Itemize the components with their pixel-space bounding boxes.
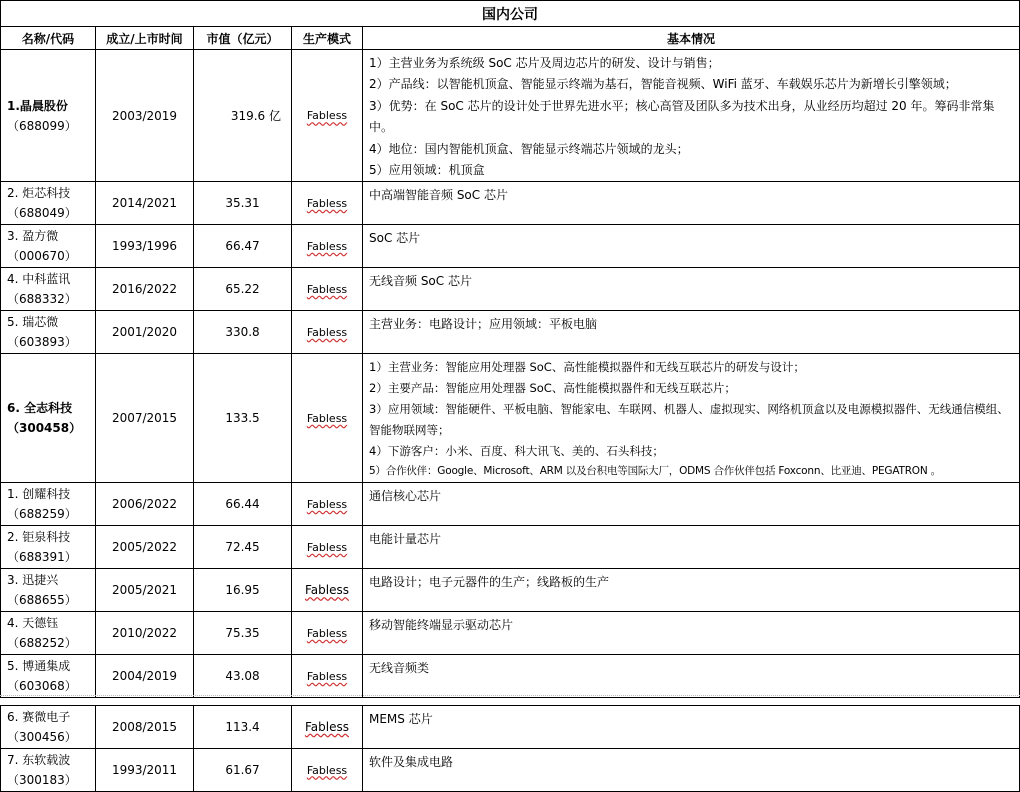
founded-listed: 2006/2022 [96, 483, 194, 526]
founded-listed: 2001/2020 [96, 311, 194, 354]
basic-info [363, 749, 1020, 792]
founded-listed: 2004/2019 [96, 655, 194, 698]
header-row [1, 27, 1020, 50]
company-name: 1.晶晨股份 [7, 98, 68, 113]
table-row [1, 706, 1020, 749]
company-name: 2. 炬芯科技 [7, 186, 71, 201]
company-name: 6. 全志科技 [7, 401, 73, 416]
production-mode: Fabless [306, 325, 348, 339]
production-mode-cell [292, 749, 363, 792]
market-cap: 113.4 [194, 706, 292, 749]
company-name-cell [1, 612, 96, 655]
company-name-cell [1, 50, 96, 182]
table-row [1, 182, 1020, 225]
production-mode-cell [292, 268, 363, 311]
market-cap: 319.6 亿 [194, 50, 292, 182]
company-code: （688391） [7, 550, 77, 565]
market-cap: 35.31 [194, 182, 292, 225]
info-line: 5）合作伙伴：Google、Microsoft、ARM 以及台积电等国际大厂，ODMS 合作伙伴包括 Foxconn、比亚迪、PEGATRON 。 [369, 465, 941, 478]
info-line: 3）优势：在 SoC 芯片的设计处于世界先进水平；核心高管及团队多为技术出身，从业经历均超过 20 年。筹码非常集中。 [369, 98, 995, 135]
company-name: 1. 创耀科技 [7, 487, 71, 502]
table-row [1, 311, 1020, 354]
production-mode: Fabless [306, 109, 348, 123]
company-name-cell [1, 182, 96, 225]
market-cap: 43.08 [194, 655, 292, 698]
production-mode: Fabless [305, 720, 349, 734]
production-mode: Fabless [306, 540, 348, 554]
founded-listed: 2005/2021 [96, 569, 194, 612]
info-line: 1）主营业务：智能应用处理器 SoC、高性能模拟器件和无线互联芯片的研发与设计； [369, 360, 805, 375]
market-cap: 75.35 [194, 612, 292, 655]
header-basic-info: 基本情况 [363, 27, 1020, 50]
info-line: 电路设计；电子元器件的生产；线路板的生产 [369, 575, 610, 590]
info-line: 4）地位：国内智能机顶盒、智能显示终端芯片领域的龙头； [369, 141, 689, 156]
header-production-mode: 生产模式 [292, 27, 363, 50]
info-line: 5）应用领域：机顶盒 [369, 163, 485, 178]
info-line: 1）主营业务为系统级 SoC 芯片及周边芯片的研发、设计与销售； [369, 56, 720, 70]
basic-info [363, 225, 1020, 268]
company-code: （300458） [7, 421, 82, 436]
info-line: 无线音频 SoC 芯片 [369, 274, 472, 289]
company-code: （688655） [7, 593, 77, 608]
company-code: （603068） [7, 679, 77, 694]
company-name-cell [1, 706, 96, 749]
page-break [0, 686, 1020, 703]
info-line: 主营业务：电路设计；应用领域：平板电脑 [369, 317, 598, 332]
founded-listed: 2008/2015 [96, 706, 194, 749]
production-mode-cell [292, 311, 363, 354]
company-name: 2. 钜泉科技 [7, 530, 71, 545]
market-cap: 330.8 [194, 311, 292, 354]
company-name: 4. 中科蓝讯 [7, 272, 71, 287]
info-line: SoC 芯片 [369, 231, 421, 246]
production-mode: Fabless [306, 669, 348, 683]
basic-info [363, 569, 1020, 612]
info-line: 4）下游客户：小米、百度、科大讯飞、美的、石头科技； [369, 443, 664, 458]
production-mode: Fabless [306, 411, 348, 425]
company-code: （688259） [7, 507, 77, 522]
founded-listed: 2003/2019 [96, 50, 194, 182]
company-name-cell [1, 483, 96, 526]
table-row [1, 354, 1020, 483]
production-mode-cell [292, 612, 363, 655]
basic-info [363, 706, 1020, 749]
table-row [1, 225, 1020, 268]
production-mode-cell [292, 706, 363, 749]
market-cap: 72.45 [194, 526, 292, 569]
production-mode-cell [292, 483, 363, 526]
header-founded-listed: 成立/上市时间 [96, 27, 194, 50]
basic-info [363, 268, 1020, 311]
basic-info [363, 483, 1020, 526]
basic-info [363, 311, 1020, 354]
company-code: （603893） [7, 335, 77, 350]
header-name-code: 名称/代码 [1, 27, 96, 50]
info-line: 无线音频类 [369, 661, 430, 676]
info-line: 中高端智能音频 SoC 芯片 [369, 188, 508, 203]
basic-info [363, 50, 1020, 182]
info-line: MEMS 芯片 [369, 712, 433, 726]
basic-info [363, 354, 1020, 483]
founded-listed: 2014/2021 [96, 182, 194, 225]
company-name-cell [1, 268, 96, 311]
production-mode: Fabless [306, 763, 348, 777]
company-code: （300183） [7, 773, 77, 787]
basic-info [363, 612, 1020, 655]
header-market-cap: 市值（亿元） [194, 27, 292, 50]
basic-info [363, 526, 1020, 569]
production-mode: Fabless [306, 239, 348, 253]
production-mode-cell [292, 182, 363, 225]
production-mode: Fabless [306, 626, 348, 640]
table-row [1, 483, 1020, 526]
company-name: 6. 赛微电子 [7, 710, 71, 724]
founded-listed: 2007/2015 [96, 354, 194, 483]
company-table-continued [0, 705, 1020, 792]
company-name: 3. 盈方微 [7, 229, 59, 244]
company-name-cell [1, 354, 96, 483]
company-code: （688099） [7, 118, 77, 133]
market-cap: 66.44 [194, 483, 292, 526]
market-cap: 65.22 [194, 268, 292, 311]
founded-listed: 2005/2022 [96, 526, 194, 569]
table-title: 国内公司 [1, 1, 1020, 27]
company-code: （000670） [7, 249, 77, 264]
company-name-cell [1, 225, 96, 268]
table-row [1, 612, 1020, 655]
founded-listed: 1993/1996 [96, 225, 194, 268]
info-line: 2）产品线：以智能机顶盒、智能显示终端为基石，智能音视频、WiFi 蓝牙、车载娱乐芯片为新增长引擎领域； [369, 77, 957, 92]
table-row [1, 50, 1020, 182]
table-row [1, 749, 1020, 792]
company-code: （688252） [7, 636, 77, 651]
founded-listed: 2010/2022 [96, 612, 194, 655]
table-row [1, 526, 1020, 569]
company-name: 3. 迅捷兴 [7, 573, 59, 588]
company-name-cell [1, 311, 96, 354]
company-code: （688049） [7, 206, 77, 221]
info-line: 2）主要产品：智能应用处理器 SoC、高性能模拟器件和无线互联芯片； [369, 381, 736, 396]
founded-listed: 1993/2011 [96, 749, 194, 792]
production-mode-cell [292, 569, 363, 612]
info-line: 电能计量芯片 [369, 532, 442, 547]
company-name: 4. 天德钰 [7, 616, 59, 631]
page-break-line [0, 695, 1020, 696]
company-name-cell [1, 569, 96, 612]
production-mode: Fabless [306, 196, 348, 210]
info-line: 3）应用领域：智能硬件、平板电脑、智能家电、车联网、机器人、虚拟现实、网络机顶盒以及电源模拟器件、无线通信模组、智能物联网等； [369, 402, 1009, 437]
company-name-cell [1, 526, 96, 569]
info-line: 通信核心芯片 [369, 489, 442, 504]
production-mode: Fabless [306, 497, 348, 511]
founded-listed: 2016/2022 [96, 268, 194, 311]
company-code: （300456） [7, 730, 77, 744]
info-line: 移动智能终端显示驱动芯片 [369, 618, 514, 633]
market-cap: 61.67 [194, 749, 292, 792]
company-name: 5. 瑞芯微 [7, 315, 59, 330]
production-mode-cell [292, 354, 363, 483]
production-mode-cell [292, 526, 363, 569]
market-cap: 66.47 [194, 225, 292, 268]
basic-info [363, 182, 1020, 225]
market-cap: 133.5 [194, 354, 292, 483]
table-row [1, 569, 1020, 612]
company-name: 5. 博通集成 [7, 659, 71, 674]
info-line: 软件及集成电路 [369, 755, 454, 769]
production-mode: Fabless [306, 282, 348, 296]
company-code: （688332） [7, 292, 77, 307]
table-row [1, 268, 1020, 311]
market-cap: 16.95 [194, 569, 292, 612]
production-mode: Fabless [305, 583, 349, 598]
production-mode-cell [292, 50, 363, 182]
production-mode-cell [292, 225, 363, 268]
company-name: 7. 东软载波 [7, 753, 71, 767]
company-name-cell [1, 749, 96, 792]
